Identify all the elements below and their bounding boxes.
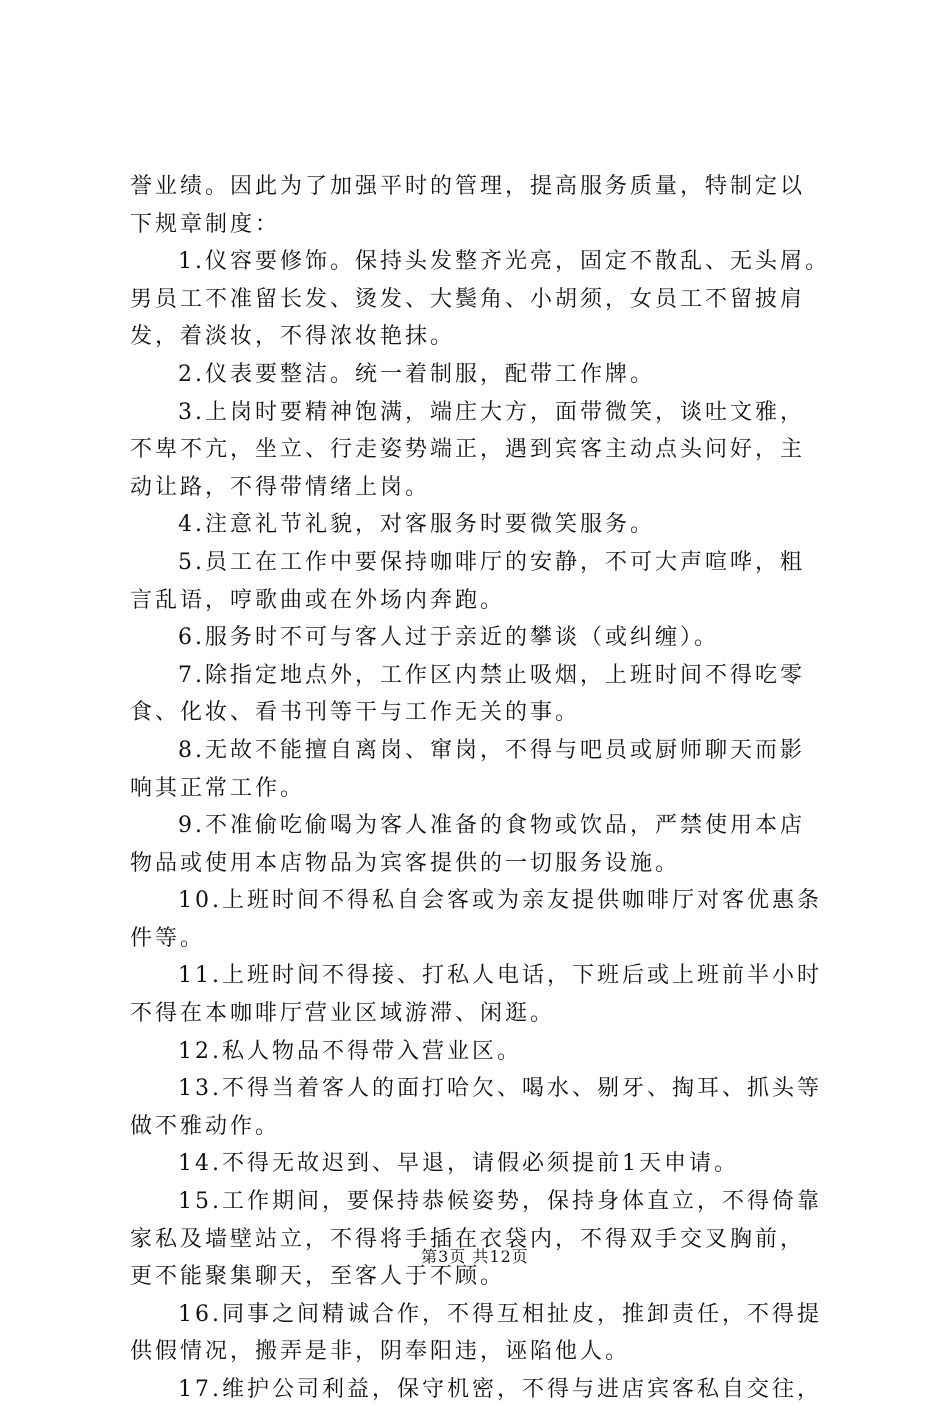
rule-item-9: 9.不准偷吃偷喝为客人准备的食物或饮品，严禁使用本店	[178, 813, 805, 839]
text-line: 发，着淡妆，不得浓妆艳抹。	[130, 324, 456, 350]
rule-item-12: 12.私人物品不得带入营业区。	[178, 1038, 522, 1064]
text-line: 下规章制度：	[130, 211, 281, 237]
rule-item-15: 15.工作期间，要保持恭候姿势，保持身体直立，不得倚靠	[178, 1189, 822, 1215]
text-line: 件等。	[130, 925, 206, 951]
text-line: 男员工不准留长发、烫发、大鬓角、小胡须，女员工不留披肩	[130, 286, 806, 312]
rule-item-4: 4.注意礼节礼貌，对客服务时要微笑服务。	[178, 512, 655, 538]
rule-item-3: 3.上岗时要精神饱满，端庄大方，面带微笑，谈吐文雅，	[178, 399, 805, 425]
rule-item-17: 17.维护公司利益，保守机密，不得与进店宾客私自交往，	[178, 1377, 822, 1402]
page-footer	[0, 1244, 950, 1267]
rule-item-11: 11.上班时间不得接、打私人电话，下班后或上班前半小时	[178, 963, 822, 989]
text-line: 言乱语，哼歌曲或在外场内奔跑。	[130, 587, 506, 613]
text-line: 家私及墙壁站立，不得将手插在衣袋内，不得双手交叉胸前，	[130, 1226, 806, 1252]
text-line: 食、化妆、看书刊等干与工作无关的事。	[130, 700, 581, 726]
text-line: 更不能聚集聊天，至客人于不顾。	[130, 1264, 506, 1290]
text-line: 供假情况，搬弄是非，阴奉阳违，诬陷他人。	[130, 1339, 631, 1365]
text-line: 动让路，不得带情绪上岗。	[130, 474, 431, 500]
rule-item-2: 2.仪表要整洁。统一着制服，配带工作牌。	[178, 361, 655, 387]
rule-item-5: 5.员工在工作中要保持咖啡厅的安静，不可大声喧哗，粗	[178, 549, 805, 575]
text-line: 不卑不亢，坐立、行走姿势端正，遇到宾客主动点头问好，主	[130, 437, 806, 463]
text-line: 不得在本咖啡厅营业区域游滞、闲逛。	[130, 1001, 556, 1027]
rule-item-7: 7.除指定地点外，工作区内禁止吸烟，上班时间不得吃零	[178, 662, 805, 688]
text-line: 做不雅动作。	[130, 1113, 281, 1139]
text-line: 响其正常工作。	[130, 775, 306, 801]
page-number-label: 第3页 共12页	[421, 1247, 529, 1266]
rule-item-13: 13.不得当着客人的面打哈欠、喝水、剔牙、掏耳、抓头等	[178, 1076, 822, 1102]
rule-item-6: 6.服务时不可与客人过于亲近的攀谈（或纠缠）。	[178, 625, 719, 651]
document-body	[130, 168, 830, 1409]
rule-item-10: 10.上班时间不得私自会客或为亲友提供咖啡厅对客优惠条	[178, 888, 822, 914]
rule-item-1: 1.仪容要修饰。保持头发整齐光亮，固定不散乱、无头屑。	[178, 249, 830, 275]
rule-item-16: 16.同事之间精诚合作，不得互相扯皮，推卸责任，不得提	[178, 1301, 822, 1327]
rule-item-14: 14.不得无故迟到、早退，请假必须提前1天申请。	[178, 1151, 739, 1177]
rule-item-8: 8.无故不能擅自离岗、窜岗，不得与吧员或厨师聊天而影	[178, 737, 805, 763]
text-line: 誉业绩。因此为了加强平时的管理，提高服务质量，特制定以	[130, 174, 806, 199]
text-line: 物品或使用本店物品为宾客提供的一切服务设施。	[130, 850, 681, 876]
